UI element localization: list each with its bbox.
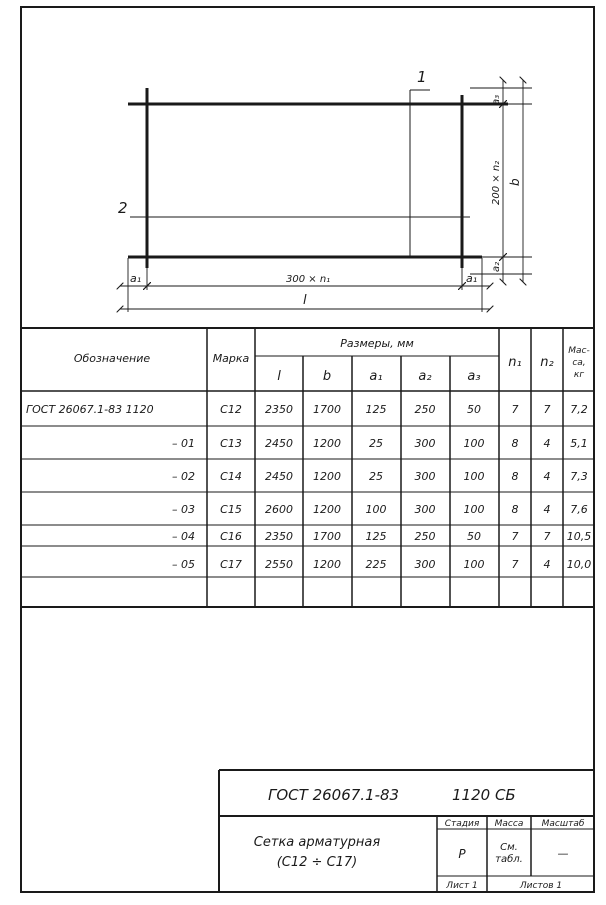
dim-b: b — [508, 178, 522, 186]
cell-n2: 4 — [543, 558, 551, 571]
cell-mark: С13 — [220, 437, 242, 450]
cell-a2: 250 — [414, 403, 436, 416]
stage-value: Р — [458, 847, 466, 861]
cell-mass: 10,0 — [566, 558, 592, 571]
header-mark: Марка — [212, 352, 250, 365]
cell-n2: 7 — [543, 530, 551, 543]
cell-designation: – 02 — [172, 470, 195, 483]
cell-l: 2350 — [265, 403, 293, 416]
table-row — [26, 403, 588, 416]
cell-n1: 7 — [511, 403, 519, 416]
callout-1: 1 — [417, 68, 427, 86]
doc-suffix: 1120 СБ — [452, 786, 516, 804]
sheet-label: Лист 1 — [446, 881, 478, 891]
stage-label: Стадия — [444, 819, 480, 829]
cell-designation: ГОСТ 26067.1-83 1120 — [26, 403, 154, 416]
cell-a1: 125 — [365, 403, 387, 416]
dim-l: l — [303, 293, 307, 308]
doc-code: ГОСТ 26067.1-83 — [268, 786, 400, 804]
dim-a2: a₂ — [491, 261, 502, 272]
header-n2: n₂ — [540, 355, 554, 370]
cell-mass: 5,1 — [570, 437, 588, 450]
cell-b: 1200 — [313, 437, 341, 450]
cell-n1: 8 — [511, 437, 519, 450]
cell-a2: 300 — [414, 503, 436, 516]
cell-a3: 100 — [463, 470, 485, 483]
cell-a2: 300 — [414, 558, 436, 571]
cell-a1: 25 — [369, 437, 383, 450]
cell-mass: 7,6 — [570, 503, 588, 516]
header-n1: n₁ — [508, 355, 522, 370]
cell-n2: 4 — [543, 503, 551, 516]
header-a3: a₃ — [467, 369, 481, 384]
header-mass-3: кг — [573, 370, 585, 380]
header-a2: a₂ — [418, 369, 432, 384]
cell-mark: С16 — [220, 530, 242, 543]
cell-n2: 4 — [543, 437, 551, 450]
header-mass-2: са, — [572, 358, 586, 368]
scale-label: Масштаб — [541, 819, 585, 829]
cell-b: 1700 — [313, 530, 341, 543]
cell-mark: С15 — [220, 503, 242, 516]
cell-mass: 7,3 — [570, 470, 588, 483]
cell-b: 1200 — [313, 558, 341, 571]
cell-a1: 225 — [365, 558, 387, 571]
cell-a3: 100 — [463, 437, 485, 450]
mass-label: Масса — [494, 819, 524, 829]
cell-n1: 7 — [511, 530, 519, 543]
sheets-label: Листов 1 — [519, 881, 563, 891]
cell-b: 1200 — [313, 470, 341, 483]
cell-mark: С17 — [220, 558, 242, 571]
cell-n1: 8 — [511, 503, 519, 516]
cell-n1: 8 — [511, 470, 519, 483]
cell-designation: – 04 — [172, 530, 195, 543]
cell-mark: С14 — [220, 470, 242, 483]
dim-a1-right: a₁ — [466, 272, 478, 285]
mass-value-2: табл. — [495, 854, 523, 865]
cell-designation: – 03 — [172, 503, 195, 516]
table-row — [172, 558, 591, 571]
cell-a2: 300 — [414, 437, 436, 450]
dim-n2: 200 × n₂ — [491, 160, 502, 205]
product-name: Сетка арматурная — [253, 835, 381, 850]
cell-mark: С12 — [220, 403, 242, 416]
cell-l: 2600 — [265, 503, 293, 516]
cell-a1: 100 — [365, 503, 387, 516]
cell-mass: 7,2 — [570, 403, 588, 416]
header-sizes: Размеры, мм — [340, 337, 414, 350]
cell-a1: 25 — [369, 470, 383, 483]
cell-a3: 100 — [463, 558, 485, 571]
header-b: b — [322, 369, 332, 384]
product-range: (С12 ÷ С17) — [276, 855, 358, 870]
cell-b: 1200 — [313, 503, 341, 516]
cell-l: 2450 — [265, 470, 293, 483]
cell-a2: 250 — [414, 530, 436, 543]
cell-n1: 7 — [511, 558, 519, 571]
cell-n2: 4 — [543, 470, 551, 483]
callout-2: 2 — [118, 199, 128, 217]
cell-a2: 300 — [414, 470, 436, 483]
title-block-text — [254, 786, 585, 891]
table-row — [172, 530, 591, 543]
cell-b: 1700 — [313, 403, 341, 416]
cell-n2: 7 — [543, 403, 551, 416]
header-designation: Обозначение — [73, 352, 151, 365]
cell-designation: – 05 — [172, 558, 195, 571]
cell-l: 2550 — [265, 558, 293, 571]
cell-l: 2450 — [265, 437, 293, 450]
cell-a3: 50 — [467, 403, 481, 416]
table-header — [74, 337, 590, 384]
cell-mass: 10,5 — [566, 530, 592, 543]
table-row — [172, 503, 588, 516]
scale-value: — — [557, 847, 569, 860]
table-row — [172, 470, 588, 483]
cell-a3: 50 — [467, 530, 481, 543]
cell-a3: 100 — [463, 503, 485, 516]
cell-designation: – 01 — [172, 437, 195, 450]
dim-a1-left: a₁ — [130, 272, 142, 285]
header-l: l — [277, 369, 281, 384]
mass-value-1: См. — [500, 842, 518, 853]
header-a1: a₁ — [369, 369, 383, 384]
header-mass-1: Мас- — [568, 346, 590, 356]
dim-a3: a₃ — [491, 94, 502, 105]
cell-l: 2350 — [265, 530, 293, 543]
table-row — [172, 437, 588, 450]
cell-a1: 125 — [365, 530, 387, 543]
dim-n1: 300 × n₁ — [286, 274, 331, 285]
